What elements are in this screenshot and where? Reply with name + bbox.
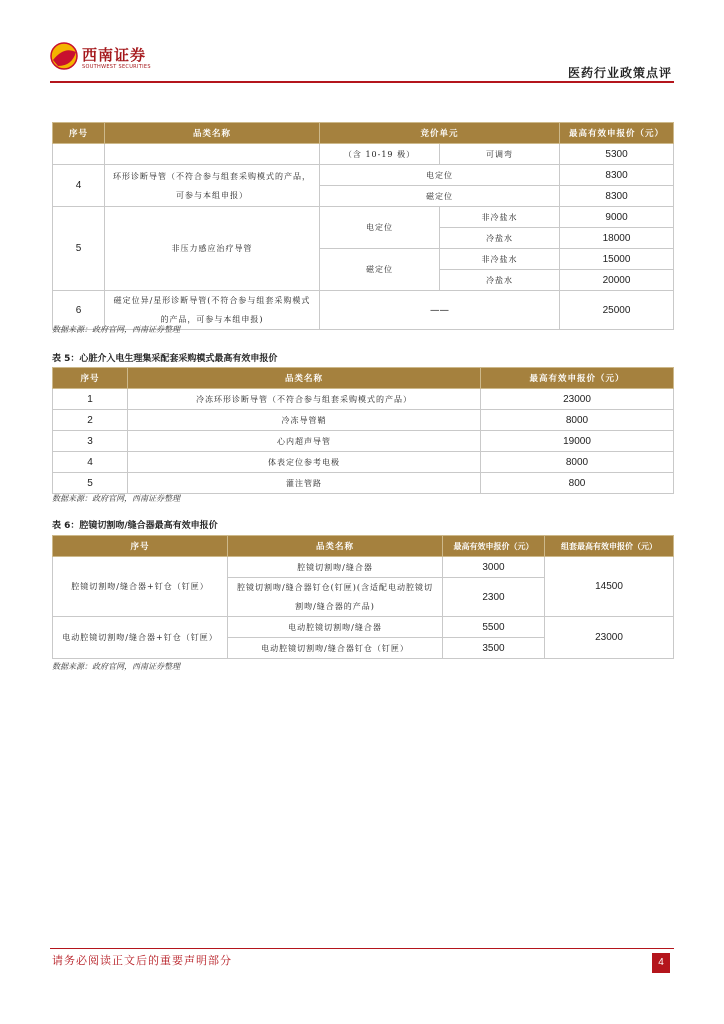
table-source: 数据来源：政府官网，西南证券整理 (52, 662, 180, 671)
price-cell: 20000 (560, 270, 674, 291)
product-name: 环形诊断导管（不符合参与组套采购模式的产品，可参与本组申报） (105, 165, 320, 207)
table-row (53, 473, 674, 494)
table-source: 数据来源：政府官网，西南证券整理 (52, 325, 180, 334)
unit-sub: 非冷盐水 (440, 207, 560, 228)
col-header-price: 最高有效申报价（元） (481, 368, 674, 389)
table-5 (52, 367, 674, 494)
table-header-row (53, 123, 674, 144)
product-name: 腔镜切割吻/缝合器 (228, 557, 443, 578)
row-number: 5 (53, 207, 105, 291)
set-price-cell: 23000 (545, 617, 674, 659)
set-name: 电动腔镜切割吻/缝合器+钉仓（钉匣） (53, 617, 228, 659)
table-caption: 表 6：腔镜切割吻/缝合器最高有效申报价 (52, 521, 218, 531)
col-header-set-price: 组套最高有效申报价（元） (545, 536, 674, 557)
header-divider (50, 81, 674, 83)
price-cell: 19000 (481, 431, 674, 452)
col-header-price: 最高有效申报价（元） (443, 536, 545, 557)
col-header-no: 序号 (53, 368, 128, 389)
product-name: 心内超声导管 (128, 431, 481, 452)
table-row (53, 410, 674, 431)
set-name: 腔镜切割吻/缝合器+钉仓（钉匣） (53, 557, 228, 617)
price-cell: 25000 (560, 291, 674, 330)
col-header-no: 序号 (53, 123, 105, 144)
unit-sub: 冷盐水 (440, 270, 560, 291)
unit-cell: 磁定位 (320, 186, 560, 207)
unit-cell: （含 10-19 极） (320, 144, 440, 165)
product-name: 非压力感应治疗导管 (105, 207, 320, 291)
table-source: 数据来源：政府官网，西南证券整理 (52, 494, 180, 503)
price-cell: 18000 (560, 228, 674, 249)
page-number: 4 (652, 953, 670, 973)
price-cell: 8300 (560, 186, 674, 207)
row-number: 4 (53, 452, 128, 473)
unit-group: 电定位 (320, 207, 440, 249)
price-cell: 9000 (560, 207, 674, 228)
table-row (53, 144, 674, 165)
row-number: 1 (53, 389, 128, 410)
table-4-continued (52, 122, 674, 330)
price-cell: 3000 (443, 557, 545, 578)
footer-divider (50, 948, 674, 949)
table-row (53, 165, 674, 186)
price-cell: 23000 (481, 389, 674, 410)
price-cell: 15000 (560, 249, 674, 270)
product-name: 腔镜切割吻/缝合器钉仓(钉匣)(含适配电动腔镜切割吻/缝合器的产品) (228, 578, 443, 617)
price-cell: 8000 (481, 410, 674, 431)
footer-disclaimer: 请务必阅读正文后的重要声明部分 (52, 954, 232, 967)
col-header-name: 品类名称 (128, 368, 481, 389)
price-cell: 5500 (443, 617, 545, 638)
col-header-price: 最高有效申报价（元） (560, 123, 674, 144)
price-cell: 2300 (443, 578, 545, 617)
product-name: 磁定位异/星形诊断导管(不符合参与组套采购模式的产品，可参与本组申报) (105, 291, 320, 330)
row-number: 3 (53, 431, 128, 452)
product-name: 体表定位参考电极 (128, 452, 481, 473)
price-cell: 3500 (443, 638, 545, 659)
set-price-cell: 14500 (545, 557, 674, 617)
table-row (53, 431, 674, 452)
table-6 (52, 535, 674, 659)
unit-cell: 电定位 (320, 165, 560, 186)
product-name: 灌注管路 (128, 473, 481, 494)
product-name: 冷冻导管鞘 (128, 410, 481, 431)
logo-text-cn: 西南证券 (82, 46, 147, 64)
report-category-title: 医药行业政策点评 (567, 66, 672, 80)
table-row (53, 452, 674, 473)
price-cell: 8300 (560, 165, 674, 186)
product-name: 电动腔镜切割吻/缝合器 (228, 617, 443, 638)
table-row (53, 617, 674, 638)
table-header-row (53, 536, 674, 557)
col-header-name: 品类名称 (105, 123, 320, 144)
price-cell: 800 (481, 473, 674, 494)
table-row (53, 557, 674, 578)
col-header-no: 序号 (53, 536, 228, 557)
unit-group: 磁定位 (320, 249, 440, 291)
row-number: 2 (53, 410, 128, 431)
logo-mark-icon (50, 42, 78, 70)
unit-sub: 非冷盐水 (440, 249, 560, 270)
logo-text-en: SOUTHWEST SECURITIES (82, 64, 151, 70)
unit-sub: 冷盐水 (440, 228, 560, 249)
row-number: 6 (53, 291, 105, 330)
table-row (53, 207, 674, 228)
unit-cell: 可调弯 (440, 144, 560, 165)
price-cell: 8000 (481, 452, 674, 473)
product-name: 电动腔镜切割吻/缝合器钉仓（钉匣） (228, 638, 443, 659)
col-header-unit: 竞价单元 (320, 123, 560, 144)
product-name: 冷冻环形诊断导管（不符合参与组套采购模式的产品） (128, 389, 481, 410)
table-header-row (53, 368, 674, 389)
row-number: 5 (53, 473, 128, 494)
price-cell: 5300 (560, 144, 674, 165)
company-logo (50, 42, 160, 78)
unit-cell: —— (320, 291, 560, 330)
row-number: 4 (53, 165, 105, 207)
table-row (53, 389, 674, 410)
col-header-name: 品类名称 (228, 536, 443, 557)
table-caption: 表 5：心脏介入电生理集采配套采购模式最高有效申报价 (52, 354, 278, 364)
